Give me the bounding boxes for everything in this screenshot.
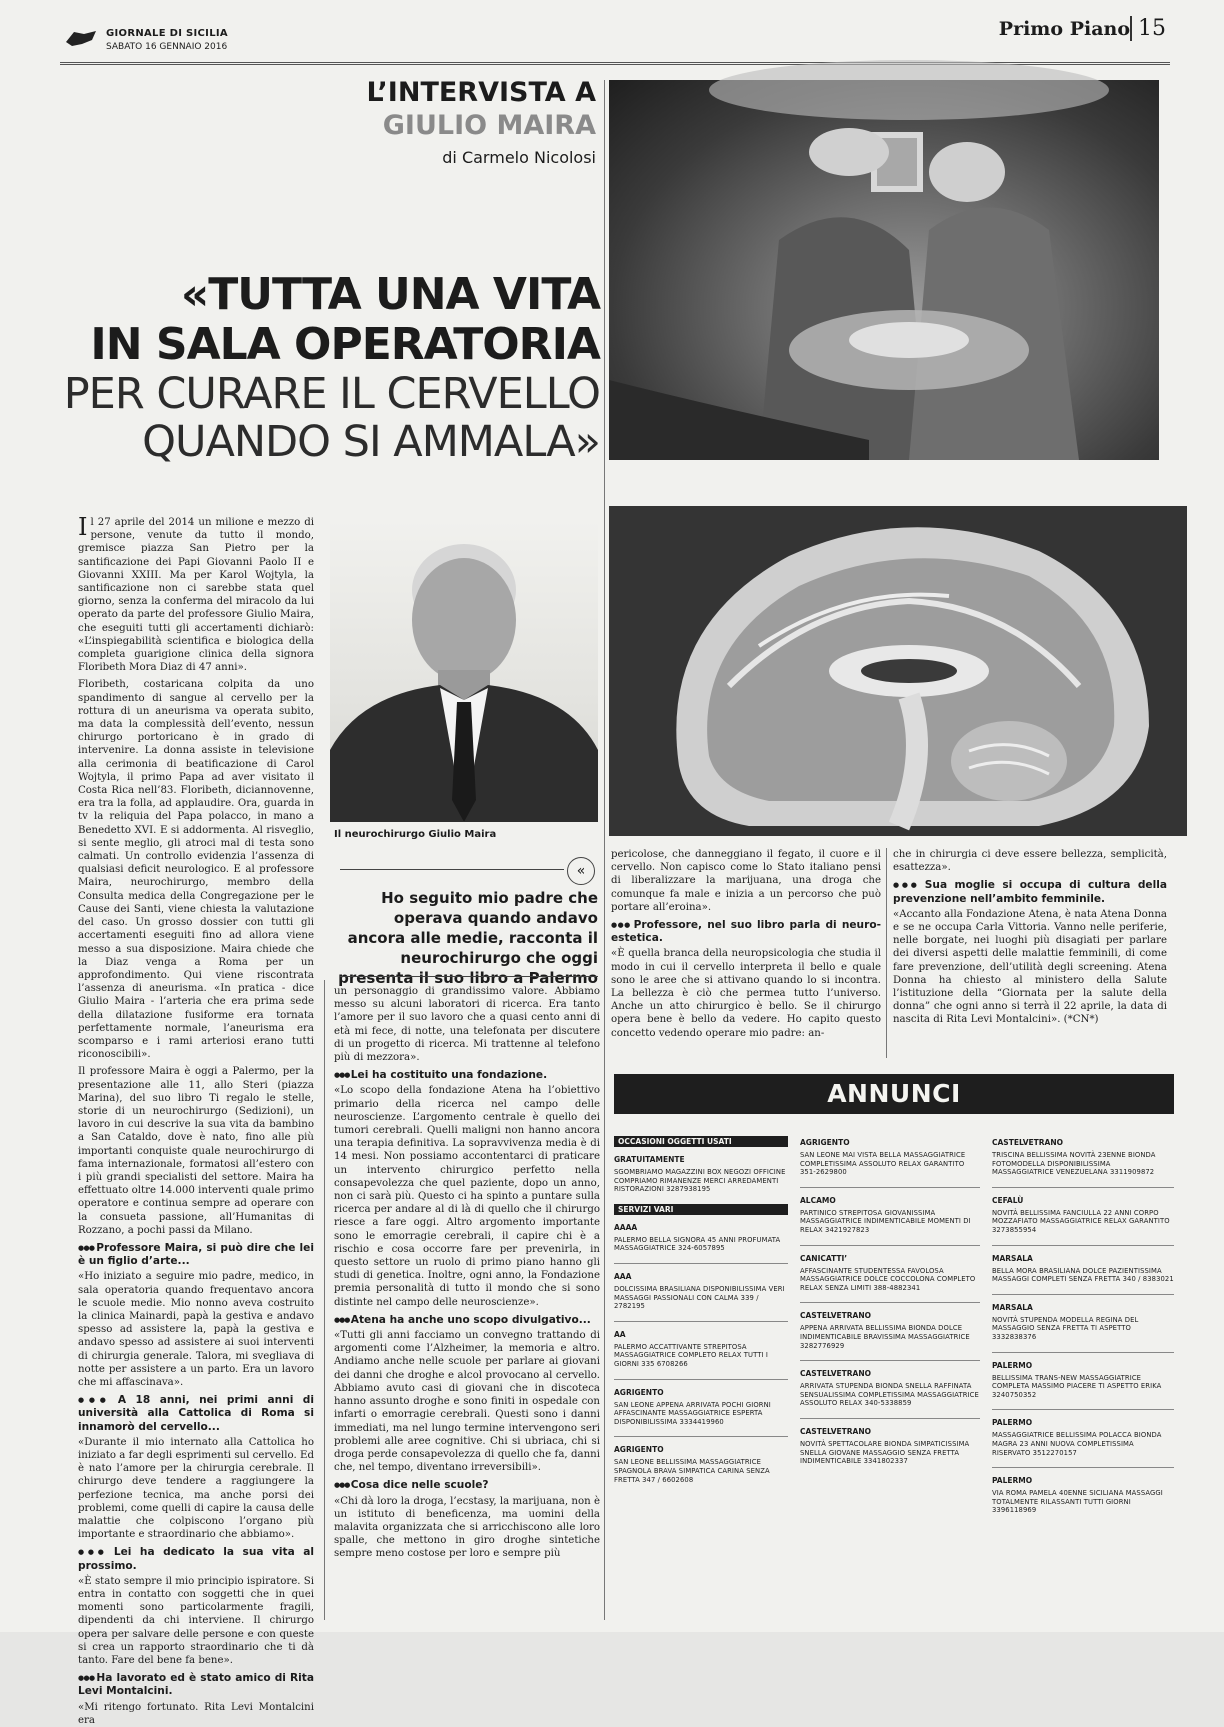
ad-category: PALERMO bbox=[992, 1418, 1033, 1428]
ad-separator bbox=[992, 1245, 1174, 1246]
ad-item bbox=[992, 1303, 1174, 1342]
interviewee-name: GIULIO MAIRA bbox=[382, 110, 596, 141]
ad-category: CASTELVETRANO bbox=[992, 1138, 1063, 1147]
ads-column-2 bbox=[800, 1136, 980, 1626]
interview-question: ●●● Lei ha dedicato la sua vita al prossimo. bbox=[78, 1546, 314, 1572]
ad-item bbox=[992, 1418, 1174, 1457]
ad-separator bbox=[800, 1302, 980, 1303]
ad-category: CANICATTI’ bbox=[800, 1253, 848, 1263]
ad-item bbox=[800, 1311, 980, 1350]
ad-category: MARSALA bbox=[992, 1253, 1033, 1263]
ad-separator bbox=[800, 1187, 980, 1188]
article-paragraph: Il professore Maira è oggi a Palermo, per la presentazione alle 11, allo Steri (piazza Marina), del suo libro Ti regalo le stelle, storie di un neurochirurgo (Sedizioni), un lavoro in cui descrive la sua vita da bambino a San Cataldo, dove è nato, fino alle più importanti conquiste quale neurochirurgo di fama internazionale, formatosi all’estero con i più grandi specialisti del settore. Maira ha effettuato oltre 14.000 interventi quale primo operatore e continua sempre ad operare con la consueta passione, all’Humanitas di Rozzano, a pochi passi da Milano. bbox=[78, 1066, 314, 1236]
ad-text: NOVITÀ SPETTACOLARE BIONDA SIMPATICISSIMA SNELLA GIOVANE MASSAGGIO SENZA FRETTA INDIMENTICABILE 3341802337 bbox=[800, 1439, 970, 1466]
ad-separator bbox=[800, 1245, 980, 1246]
ad-text: DOLCISSIMA BRASILIANA DISPONIBILISSIMA VERI MASSAGGI PASSIONALI CON CALMA 339 / 2782195 bbox=[614, 1284, 785, 1311]
interview-question: ●●● Professore, nel suo libro parla di neuro-estetica. bbox=[611, 919, 881, 945]
interview-question: ●●● Sua moglie si occupa di cultura della prevenzione nell’ambito femminile. bbox=[893, 879, 1167, 905]
ad-text: AFFASCINANTE STUDENTESSA FAVOLOSA MASSAGGIATRICE DOLCE COCCOLONA COMPLETO RELAX SENZA LIMITI 388-4882341 bbox=[800, 1266, 976, 1292]
ad-separator bbox=[992, 1467, 1174, 1468]
interview-answer: «Tutti gli anni facciamo un convegno trattando di argomenti come l’Alzheimer, la memoria e altro. Andiamo anche nelle scuole per parlare ai giovani dei danni che droghe e alcol provocano al cervello. Abbiamo avuto casi di giovani che in discoteca hanno assunto droghe e sono finiti in ospedale con infarti o emorragie cerebrali. Questi sono i danni immediati, ma nel lungo termine intervengono seri problemi alle aree cognitive. Chi si ubriaca, chi si droga perde consapevolezza di quello che fa, danni che, nel tempo, diventano irreversibili». bbox=[334, 1330, 600, 1474]
ad-text: SAN LEONE APPENA ARRIVATA POCHI GIORNI AFFASCINANTE MASSAGGIATRICE ESPERTA DISPONIBILISSIMA 3334419960 bbox=[614, 1400, 771, 1426]
article-column-1 bbox=[78, 513, 315, 1726]
interview-answer: «È stato sempre il mio principio ispiratore. Si entra in contatto con soggetti che in quei momenti sono particolarmente fragili, dipendenti da chi interviene. Il chirurgo opera per salvare delle persone e con queste si crea un rapporto straordinario che ti dà tanto. Fare del bene fa bene». bbox=[78, 1575, 314, 1667]
ad-separator bbox=[614, 1321, 788, 1322]
ad-category: CASTELVETRANO bbox=[800, 1311, 871, 1321]
headline bbox=[40, 270, 600, 466]
ad-item bbox=[992, 1138, 1174, 1177]
ad-text: NOVITÀ BELLISSIMA FANCIULLA 22 ANNI CORPO MOZZAFIATO MASSAGGIATRICE RELAX GARANTITO 3273855954 bbox=[992, 1208, 1170, 1234]
double-chevron-left-icon: « bbox=[567, 857, 595, 885]
interview-answer: «Durante il mio internato alla Cattolica ho iniziato a far degli esprimenti sul cervello. Ed è nato l’amore per la chirurgia cerebrale. Il chirurgo deve tendere a raggiungere la perfezione tecnica, ma anche porsi dei problemi, come quelli di capire la causa delle malattie che colpiscono l’organo più importante e straordinario che abbiamo». bbox=[78, 1436, 314, 1541]
brain-mri-photo bbox=[609, 506, 1187, 836]
ad-separator bbox=[992, 1294, 1174, 1295]
ad-text: BELLA MORA BRASILIANA DOLCE PAZIENTISSIMA MASSAGGI COMPLETI SENZA FRETTA 340 / 8383021 bbox=[992, 1266, 1174, 1284]
interview-question: ●●● Ha lavorato ed è stato amico di Rita Levi Montalcini. bbox=[78, 1672, 314, 1698]
ad-item bbox=[614, 1388, 788, 1427]
annunci-banner: ANNUNCI bbox=[614, 1074, 1174, 1114]
ad-item bbox=[800, 1427, 980, 1466]
ad-category: AAAA bbox=[614, 1222, 638, 1232]
interview-answer: «Ho iniziato a seguire mio padre, medico, in sala operatoria quando frequentavo ancora le scuole medie. Mio nonno aveva costruito la clinica Mainardi, papà la gestiva e andavo spesso ad assistere la, papà la gestiva e andavo spesso ad assistere ai suoi interventi di chirurgia generale. Talora, mi svegliava di notte per assistere a un parto. Era un lavoro che mi affascinava». bbox=[78, 1271, 314, 1388]
ads-section-header: OCCASIONI OGGETTI USATI bbox=[614, 1136, 788, 1147]
ad-text: SGOMBRIAMO MAGAZZINI BOX NEGOZI OFFICINE COMPRIAMO RIMANENZE MERCI ARREDAMENTI RISTORAZIONI 3287938195 bbox=[614, 1168, 786, 1194]
interview-answer: «È quella branca della neuropsicologia che studia il modo in cui il cervello interpreta il bello e quale sono le aree che si attivano quando lo si incontra. La bellezza è ciò che permea tutto l’universo. Anche un atto chirurgico è bello. Se il chirurgo opera bene è bello da vedere. Ho capito questo concetto vedendo operare mio padre: an- bbox=[611, 948, 881, 1039]
ad-separator bbox=[800, 1360, 980, 1361]
ad-separator bbox=[992, 1187, 1174, 1188]
ad-item bbox=[800, 1254, 980, 1293]
byline: di Carmelo Nicolosi bbox=[442, 148, 596, 167]
ads-section-header: SERVIZI VARI bbox=[614, 1204, 788, 1215]
ad-separator bbox=[614, 1379, 788, 1380]
newspaper-name: GIORNALE DI SICILIA bbox=[106, 28, 228, 39]
ad-text: PALERMO ACCATTIVANTE STREPITOSA MASSAGGIATRICE COMPLETO RELAX TUTTI I GIORNI 335 6708266 bbox=[614, 1342, 768, 1368]
dropcap: I bbox=[78, 513, 88, 541]
ad-category: GRATUITAMENTE bbox=[614, 1155, 685, 1164]
article-paragraph: che in chirurgia ci deve essere bellezza, semplicità, esattezza». bbox=[893, 849, 1167, 874]
ad-category: PALERMO bbox=[992, 1360, 1033, 1370]
article-column-4 bbox=[893, 848, 1167, 1058]
ad-item bbox=[614, 1272, 788, 1311]
ad-text: ARRIVATA STUPENDA BIONDA SNELLA RAFFINATA SENSUALISSIMA COMPLETISSIMA MASSAGGIATRICE ASSOLUTO RELAX 340-5338859 bbox=[800, 1382, 979, 1408]
interview-question: ●●● Professore Maira, si può dire che lei è un figlio d’arte... bbox=[78, 1242, 314, 1268]
ad-item bbox=[992, 1254, 1174, 1284]
surgery-photo bbox=[609, 80, 1159, 460]
ad-category: ALCAMO bbox=[800, 1195, 836, 1205]
interview-question: ●●● Atena ha anche uno scopo divulgativo... bbox=[334, 1314, 600, 1327]
ad-text: APPENA ARRIVATA BELLISSIMA BIONDA DOLCE INDIMENTICABILE BRAVISSIMA MASSAGGIATRICE 3282776929 bbox=[800, 1324, 970, 1350]
ad-item bbox=[614, 1330, 788, 1369]
paragraph-text: l 27 aprile del 2014 un milione e mezzo di persone, venute da tutto il mondo, gremisce piazza San Pietro per la santificazione dei Papi Giovanni Paolo II e Giovanni XXIII. Ma per Karol Wojtyla, la santificazione non ci sarebbe stata quel giorno, senza la conferma del miracolo da lui operato da parte del professore Giulio Maira, che eseguiti tutti gli accertamenti dichiarò: «L’inspiegabilità scientifica e biologica della completa guarigione clinica della signora Floribeth Mora Diaz di 47 anni». bbox=[78, 517, 314, 674]
ad-text: BELLISSIMA TRANS-NEW MASSAGGIATRICE COMPLETA MASSIMO PIACERE TI ASPETTO ERIKA 3240750352 bbox=[992, 1373, 1162, 1399]
pullquote: Ho seguito mio padre che operava quando andavo ancora alle medie, racconta il neurochirurgo che oggi presenta il suo libro a Palermo bbox=[338, 889, 598, 987]
article-paragraph bbox=[78, 513, 314, 674]
headline-line-3: PER CURARE IL CERVELLO bbox=[63, 369, 600, 419]
page-number: 15 bbox=[1130, 16, 1166, 41]
ad-category: AAA bbox=[614, 1271, 632, 1281]
ad-item bbox=[800, 1138, 980, 1177]
interview-question: ●●● Cosa dice nelle scuole? bbox=[334, 1479, 600, 1492]
headline-line-1: «TUTTA UNA VITA bbox=[180, 269, 600, 320]
column-rule bbox=[886, 848, 887, 1058]
ad-text: PALERMO BELLA SIGNORA 45 ANNI PROFUMATA MASSAGGIATRICE 324-6057895 bbox=[614, 1235, 781, 1253]
ad-category: AA bbox=[614, 1329, 626, 1339]
ad-separator bbox=[800, 1418, 980, 1419]
ad-separator bbox=[992, 1409, 1174, 1410]
interview-answer: «Mi ritengo fortunato. Rita Levi Montalcini era bbox=[78, 1701, 314, 1726]
ad-category: PALERMO bbox=[992, 1476, 1033, 1486]
article-paragraph: un personaggio di grandissimo valore. Abbiamo messo su alcuni laboratori di ricerca. Era tanto l’amore per il suo lavoro che a quasi cento anni di età mi fece, di notte, una telefonata per discutere di un progetto di ricerca. Mi trattenne al telefono più di mezzora». bbox=[334, 986, 600, 1064]
ad-item bbox=[992, 1196, 1174, 1235]
trinacria-logo-icon bbox=[64, 28, 98, 48]
ad-item bbox=[800, 1369, 980, 1408]
ad-category: AGRIGENTO bbox=[800, 1138, 850, 1147]
ad-category: AGRIGENTO bbox=[614, 1387, 664, 1397]
ad-text: TRISCINA BELLISSIMA NOVITÀ 23ENNE BIONDA FOTOMODELLA DISPONIBILISSIMA MASSAGGIATRICE VENEZUELANA 3311909872 bbox=[992, 1151, 1156, 1177]
headline-line-2: IN SALA OPERATORIA bbox=[90, 319, 600, 370]
ad-category: MARSALA bbox=[992, 1302, 1033, 1312]
interview-answer: «Lo scopo della fondazione Atena ha l’obiettivo primario della ricerca nel campo delle neuroscienze. L’argomento centrale è quello dei tumori cerebrali. Quelli maligni non hanno ancora una terapia definitiva. La sopravvivenza media è di 14 mesi. Non possiamo accontentarci di praticare un intervento chirurgico perfetto nella consapevolezza che quel paziente, dopo un anno, non ci sarà più. Questo ci ha spinto a puntare sulla ricerca per andare al di là di quello che il chirurgo riesce a fare oggi. Altro argomento importante sono le emorragie cerebrali, il capire chi è a rischio e cosa occorre fare per prevenirla, in questo settore un ruolo di primo piano hanno gli studi di genetica. Inoltre, ogni anno, la Fondazione premia personalità di tutto il mondo che si sono distinte nel campo delle neuroscienze». bbox=[334, 1085, 600, 1308]
article-paragraph: Floribeth, costaricana colpita da uno spandimento di sangue al cervello per la rottura di un aneurisma va operata subito, ma data la complessità dell’evento, nessun chirurgo portoricano è in grado di intervenire. La donna assiste in televisione alla cerimonia di beatificazione di Carol Wojtyla, il primo Papa ad aver visitato il Costa Rica nell’83. Floribeth, diciannovenne, era tra la folla, ad applaudire. Ora, guarda in tv la reliquia del Papa polacco, in mano a Benedetto XVI. E si addormenta. Al risveglio, si sente meglio, gli atroci mal di testa sono calmati. Un controllo evidenzia l’assenza di qualsiasi deficit neurologico. E al professore Maira, neurochirurgo, membro della Consulta medica della Congregazione per le Cause dei Santi, viene chiesta la valutazione del caso. Un grosso dossier con tutti gli accertamenti eseguiti fino ad allora viene messo a sua disposizione. Maira chiede che la Diaz venga a Roma per un approfondimento. Qui viene riscontrata l’assenza di aneurisma. «In pratica - dice Giulio Maira - l’arteria che era prima sede della dilatazione fusiforme era tornata perfettamente normale, l’aneurisma era scomparso e i rami arteriosi erano tutti riconoscibili». bbox=[78, 679, 314, 1061]
ad-category: CASTELVETRANO bbox=[800, 1426, 871, 1436]
ads-column-3 bbox=[992, 1136, 1174, 1626]
ads-column-1 bbox=[614, 1136, 788, 1626]
ad-item bbox=[992, 1361, 1174, 1400]
ad-separator bbox=[614, 1436, 788, 1437]
article-paragraph: pericolose, che danneggiano il fegato, il cuore e il cervello. Non capisco come lo Stato italiano pensi di liberalizzare la marijuana, una droga che comunque fa male e inizia a un percorso che può portare all’eroina». bbox=[611, 849, 881, 913]
ad-item bbox=[614, 1155, 788, 1194]
ad-category: CEFALÙ bbox=[992, 1195, 1024, 1205]
section-name: Primo Piano bbox=[998, 18, 1130, 40]
portrait-caption: Il neurochirurgo Giulio Maira bbox=[334, 829, 497, 840]
ad-item bbox=[614, 1223, 788, 1253]
portrait-photo bbox=[330, 520, 598, 822]
interview-question: ●●● A 18 anni, nei primi anni di università alla Cattolica di Roma si innamorò del cervello... bbox=[78, 1394, 314, 1434]
ad-separator bbox=[992, 1352, 1174, 1353]
column-rule bbox=[324, 980, 325, 1620]
interview-answer: «Chi dà loro la droga, l’ecstasy, la marijuana, non è un istituto di beneficenza, ma uomini della malavita organizzata che si arricchiscono alle loro spalle, che mettono in giro droghe sintetiche sempre meno costose per loro e sempre più bbox=[334, 1495, 600, 1560]
pullquote-rule-bottom bbox=[340, 976, 598, 977]
ad-item bbox=[992, 1476, 1174, 1515]
ad-item bbox=[800, 1196, 980, 1235]
ad-text: MASSAGGIATRICE BELLISSIMA POLACCA BIONDA MAGRA 23 ANNI NUOVA COMPLETISSIMA RISERVATO 3512270157 bbox=[992, 1431, 1162, 1457]
ad-category: AGRIGENTO bbox=[614, 1445, 664, 1455]
ad-text: VIA ROMA PAMELA 40ENNE SICILIANA MASSAGGI TOTALMENTE RILASSANTI TUTTI GIORNI 3396118969 bbox=[992, 1489, 1163, 1515]
ad-text: SAN LEONE BELLISSIMA MASSAGGIATRICE SPAGNOLA BRAVA SIMPATICA CARINA SENZA FRETTA 347 / 6602608 bbox=[614, 1458, 770, 1484]
interview-answer: «Accanto alla Fondazione Atena, è nata Atena Donna e se ne occupa Carla Vittoria. Vanno nelle periferie, nelle borgate, nei luoghi più disagiati per parlare dei diversi aspetti delle malattie femminili, di come fare prevenzione, dell’utilità degli screening. Atena Donna ha chiesto al ministero della Salute l’istituzione della “Giornata per la salute della donna” che ogni anno si terrà il 22 aprile, la data di nascita di Rita Levi Montalcini». (*CN*) bbox=[893, 908, 1167, 1026]
ad-text: SAN LEONE MAI VISTA BELLA MASSAGGIATRICE COMPLETISSIMA ASSOLUTO RELAX GARANTITO 351-2629800 bbox=[800, 1151, 966, 1177]
ad-category: CASTELVETRANO bbox=[800, 1369, 871, 1379]
masthead bbox=[60, 14, 1170, 65]
interview-kicker: L’INTERVISTA A bbox=[366, 77, 596, 108]
ad-text: PARTINICO STREPITOSA GIOVANISSIMA MASSAGGIATRICE INDIMENTICABILE MOMENTI DI RELAX 3421927823 bbox=[800, 1208, 971, 1234]
column-rule bbox=[604, 80, 605, 1620]
pullquote-rule bbox=[340, 869, 564, 870]
ad-item bbox=[614, 1445, 788, 1484]
headline-line-4: QUANDO SI AMMALA» bbox=[142, 417, 600, 467]
interview-question: ●●● Lei ha costituito una fondazione. bbox=[334, 1069, 600, 1082]
article-column-3 bbox=[611, 848, 881, 1058]
ad-separator bbox=[614, 1263, 788, 1264]
publication-date: SABATO 16 GENNAIO 2016 bbox=[106, 42, 228, 52]
article-column-2 bbox=[334, 985, 600, 1628]
ad-text: NOVITÀ STUPENDA MODELLA REGINA DEL MASSAGGIO SENZA FRETTA TI ASPETTO 3332838376 bbox=[992, 1315, 1139, 1341]
